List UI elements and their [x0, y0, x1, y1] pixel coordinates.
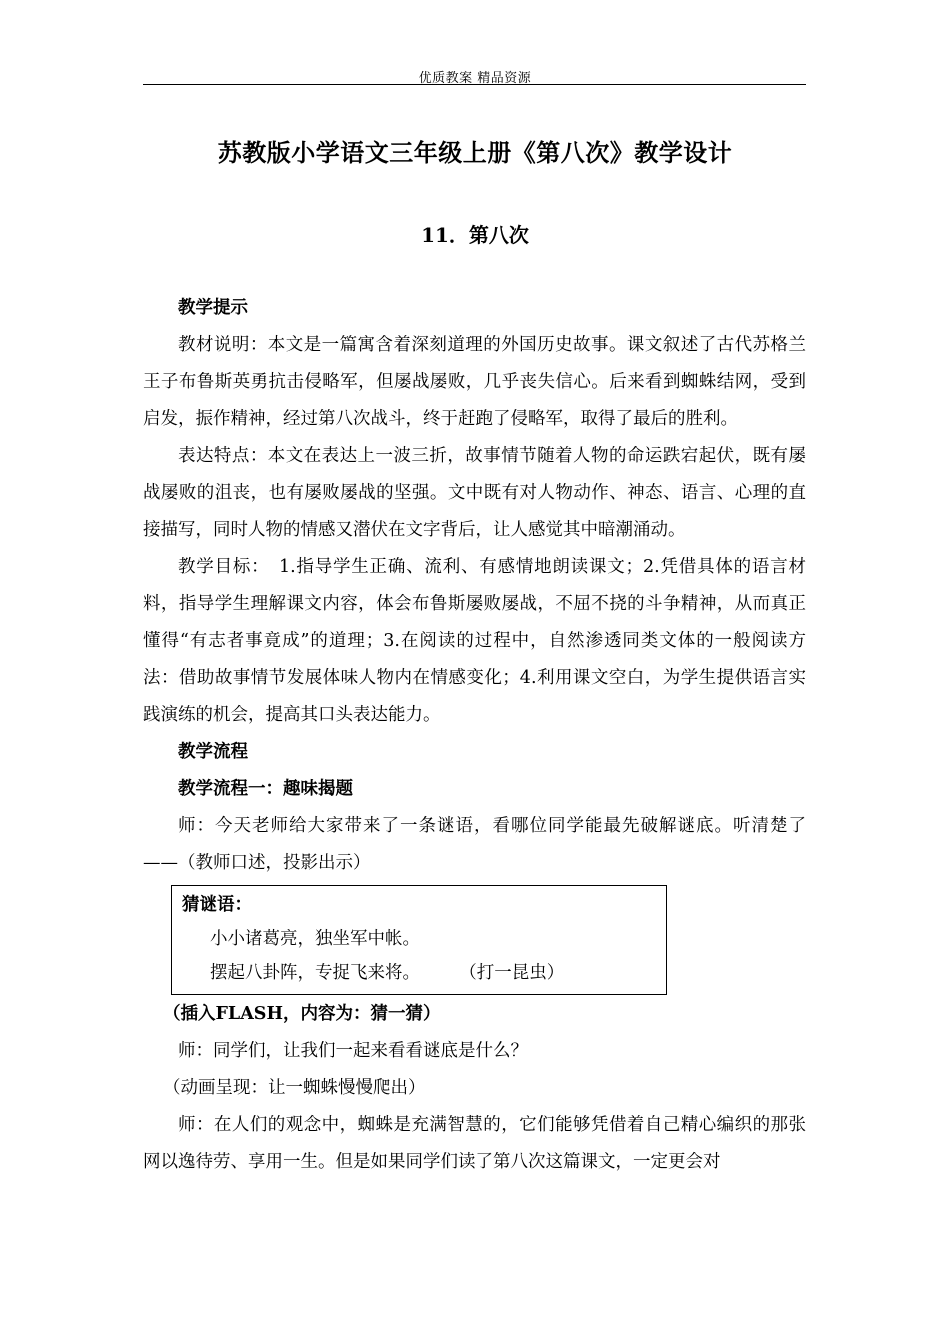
material-description: 教材说明：本文是一篇寓含着深刻道理的外国历史故事。课文叙述了古代苏格兰王子布鲁斯英勇抗击侵略军，但屡战屡败，几乎丧失信心。后来看到蜘蛛结网，受到启发，振作精神，经过第八次战斗，终于赶跑了侵略军，取得了最后的胜利。	[143, 335, 806, 429]
teacher-intro: 师：今天老师给大家带来了一条谜语，看哪位同学能最先破解谜底。听清楚了——（教师口述，投影出示）	[143, 816, 806, 873]
animation-note: （动画呈现：让一蜘蛛慢慢爬出）	[163, 1078, 426, 1098]
riddle-hint: （打一昆虫）	[468, 963, 565, 983]
teacher-question: 师：同学们，让我们一起来看看谜底是什么？	[178, 1041, 528, 1061]
teaching-hints-heading: 教学提示	[178, 298, 248, 318]
riddle-line-2	[182, 956, 656, 990]
riddle-line-2-text: 摆起八卦阵，专捉飞来将。	[210, 963, 420, 983]
page-header: 优质教案 精品资源	[418, 71, 532, 86]
teacher-talk: 师：在人们的观念中，蜘蛛是充满智慧的，它们能够凭借着自己精心编织的那张网以逸待劳、享用一生。但是如果同学们读了第八次这篇课文，一定更会对	[143, 1115, 806, 1172]
document-body	[143, 290, 806, 1181]
riddle-heading: 猜谜语：	[182, 895, 252, 915]
riddle-line-1: 小小诸葛亮，独坐军中帐。	[210, 929, 420, 949]
teaching-goals: 教学目标： 1.指导学生正确、流利、有感情地朗读课文；2.凭借具体的语言材料，指导学生理解课文内容，体会布鲁斯屡败屡战，不屈不挠的斗争精神，从而真正懂得“有志者事竟成”的道理；3.在阅读的过程中，自然渗透同类文体的一般阅读方法：借助故事情节发展体味人物内在情感变化；4.利用课文空白，为学生提供语言实践演练的机会，提高其口头表达能力。	[143, 557, 806, 725]
document-title: 苏教版小学语文三年级上册《第八次》教学设计	[217, 138, 733, 167]
lesson-title: 11．第八次	[421, 223, 529, 247]
expression-features: 表达特点：本文在表达上一波三折，故事情节随着人物的命运跌宕起伏，既有屡战屡败的沮丧，也有屡败屡战的坚强。文中既有对人物动作、神态、语言、心理的直接描写，同时人物的情感又潜伏在文字背后，让人感觉其中暗潮涌动。	[143, 446, 806, 540]
teaching-process-heading: 教学流程	[178, 742, 248, 762]
riddle-box	[171, 885, 667, 995]
header-divider	[143, 84, 806, 85]
process-one-heading: 教学流程一：趣味揭题	[178, 779, 353, 799]
flash-note: （插入FLASH，内容为：猜一猜）	[163, 1004, 441, 1024]
